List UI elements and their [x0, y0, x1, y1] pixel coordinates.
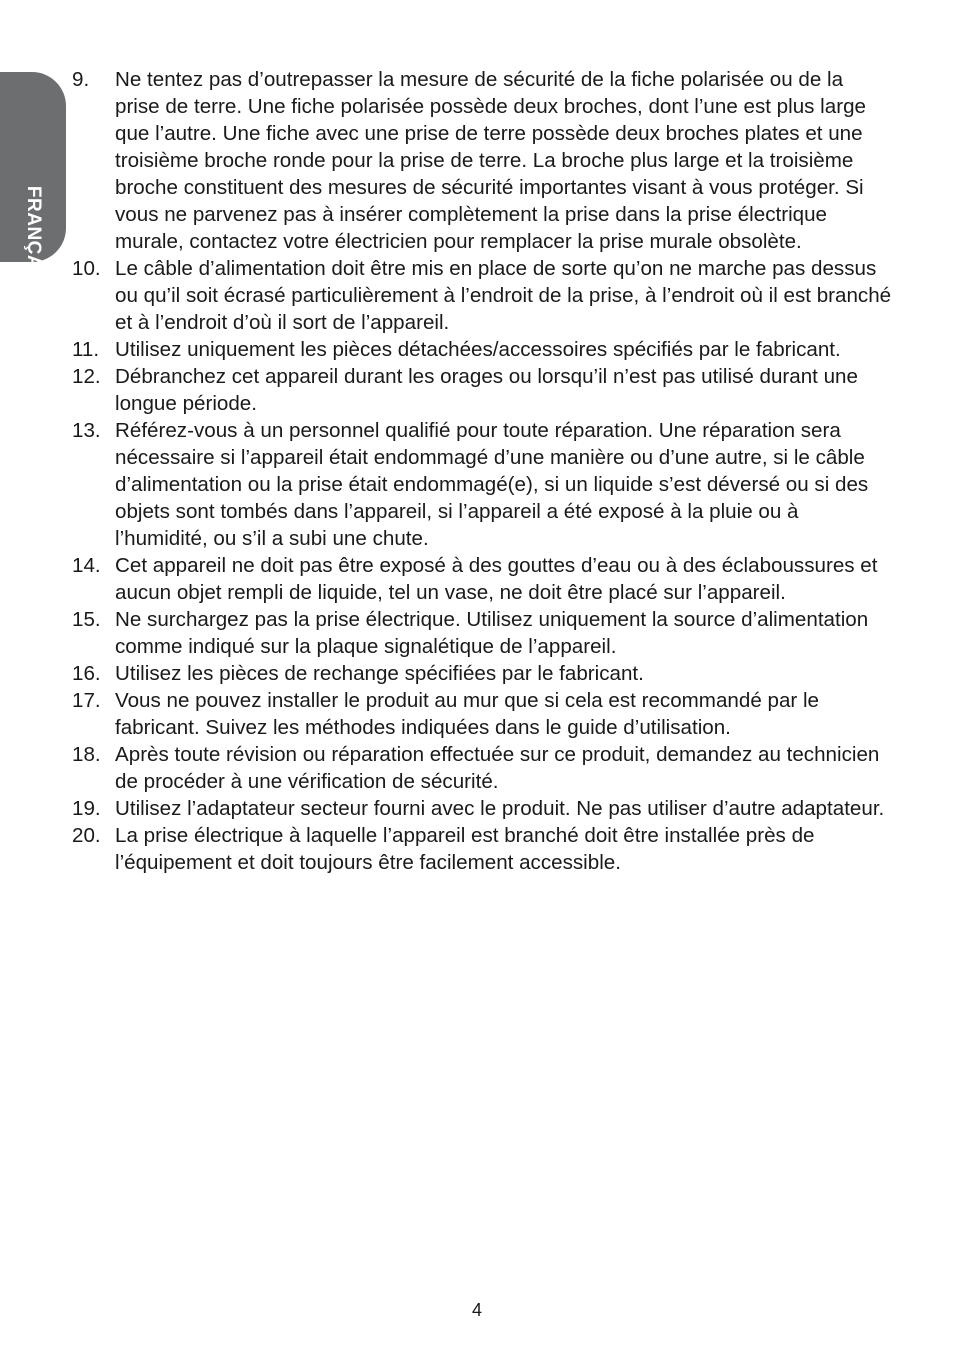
item-text: Ne tentez pas d’outrepasser la mesure de sécurité de la fiche polarisée ou de la prise de terre. Une fiche polarisée possède deux broches, dont l’une est plus large que l’autre. Une fiche avec une prise de terre possède deux broches plates et une troisième broche ronde pour la prise de terre. La broche plus large et la troisième broche constituent des mesures de sécurité importantes visant à vous protéger. Si vous ne parvenez pas à insérer complètement la prise dans la prise électrique murale, contactez votre électricien pour remplacer la prise murale obsolète.: [115, 68, 866, 253]
language-tab-label: FRANÇAIS: [23, 185, 44, 289]
item-text: Après toute révision ou réparation effectuée sur ce produit, demandez au technicien de procéder à une vérification de sécurité.: [115, 743, 880, 793]
item-text: Vous ne pouvez installer le produit au mur que si cela est recommandé par le fabricant. Suivez les méthodes indiquées dans le guide d’utilisation.: [115, 689, 820, 739]
item-text: Le câble d’alimentation doit être mis en place de sorte qu’on ne marche pas dessus ou qu’il soit écrasé particulièrement à l’endroit de la prise, à l’endroit où il est branché et à l’endroit d’où il sort de l’appareil.: [115, 257, 892, 334]
item-text: Débranchez cet appareil durant les orages ou lorsqu’il n’est pas utilisé durant une longue période.: [115, 365, 858, 415]
item-text: Utilisez les pièces de rechange spécifiées par le fabricant.: [115, 662, 644, 685]
item-number: 16.: [72, 662, 101, 685]
list-item: [72, 66, 892, 255]
item-number: 15.: [72, 608, 101, 631]
item-number: 11.: [72, 338, 100, 361]
list-item: [72, 795, 892, 822]
item-number: 14.: [72, 554, 101, 577]
item-text: La prise électrique à laquelle l’appareil est branché doit être installée près de l’équipement et doit toujours être facilement accessible.: [115, 824, 815, 874]
item-text: Ne surchargez pas la prise électrique. Utilisez uniquement la source d’alimentation comme indiqué sur la plaque signalétique de l’appareil.: [115, 608, 869, 658]
safety-instructions-list: [72, 66, 892, 876]
item-number: 20.: [72, 824, 101, 847]
list-item: [72, 687, 892, 741]
list-item: [72, 255, 892, 336]
item-number: 12.: [72, 365, 101, 388]
item-text: Cet appareil ne doit pas être exposé à des gouttes d’eau ou à des éclaboussures et aucun objet rempli de liquide, tel un vase, ne doit être placé sur l’appareil.: [115, 554, 878, 604]
item-text: Utilisez uniquement les pièces détachées/accessoires spécifiés par le fabricant.: [115, 338, 841, 361]
language-tab: [0, 72, 66, 289]
page-number: 4: [471, 1300, 482, 1320]
item-text: Référez-vous à un personnel qualifié pour toute réparation. Une réparation sera nécessaire si l’appareil était endommagé d’une manière ou d’une autre, si le câble d’alimentation ou la prise était endommagé(e), si un liquide s’est déversé ou si des objets sont tombés dans l’appareil, si l’appareil a été exposé à la pluie ou à l’humidité, ou s’il a subi une chute.: [115, 419, 869, 550]
list-item: [72, 606, 892, 660]
item-number: 18.: [72, 743, 101, 766]
list-item: [72, 552, 892, 606]
list-item: [72, 822, 892, 876]
item-number: 13.: [72, 419, 101, 442]
item-number: 10.: [72, 257, 101, 280]
list-item: [72, 741, 892, 795]
list-item: [72, 660, 892, 687]
item-number: 9.: [72, 68, 90, 91]
item-number: 17.: [72, 689, 101, 712]
item-number: 19.: [72, 797, 101, 820]
item-text: Utilisez l’adaptateur secteur fourni avec le produit. Ne pas utiliser d’autre adaptateur.: [115, 797, 885, 820]
list-item: [72, 363, 892, 417]
list-item: [72, 417, 892, 552]
list-item: [72, 336, 892, 363]
